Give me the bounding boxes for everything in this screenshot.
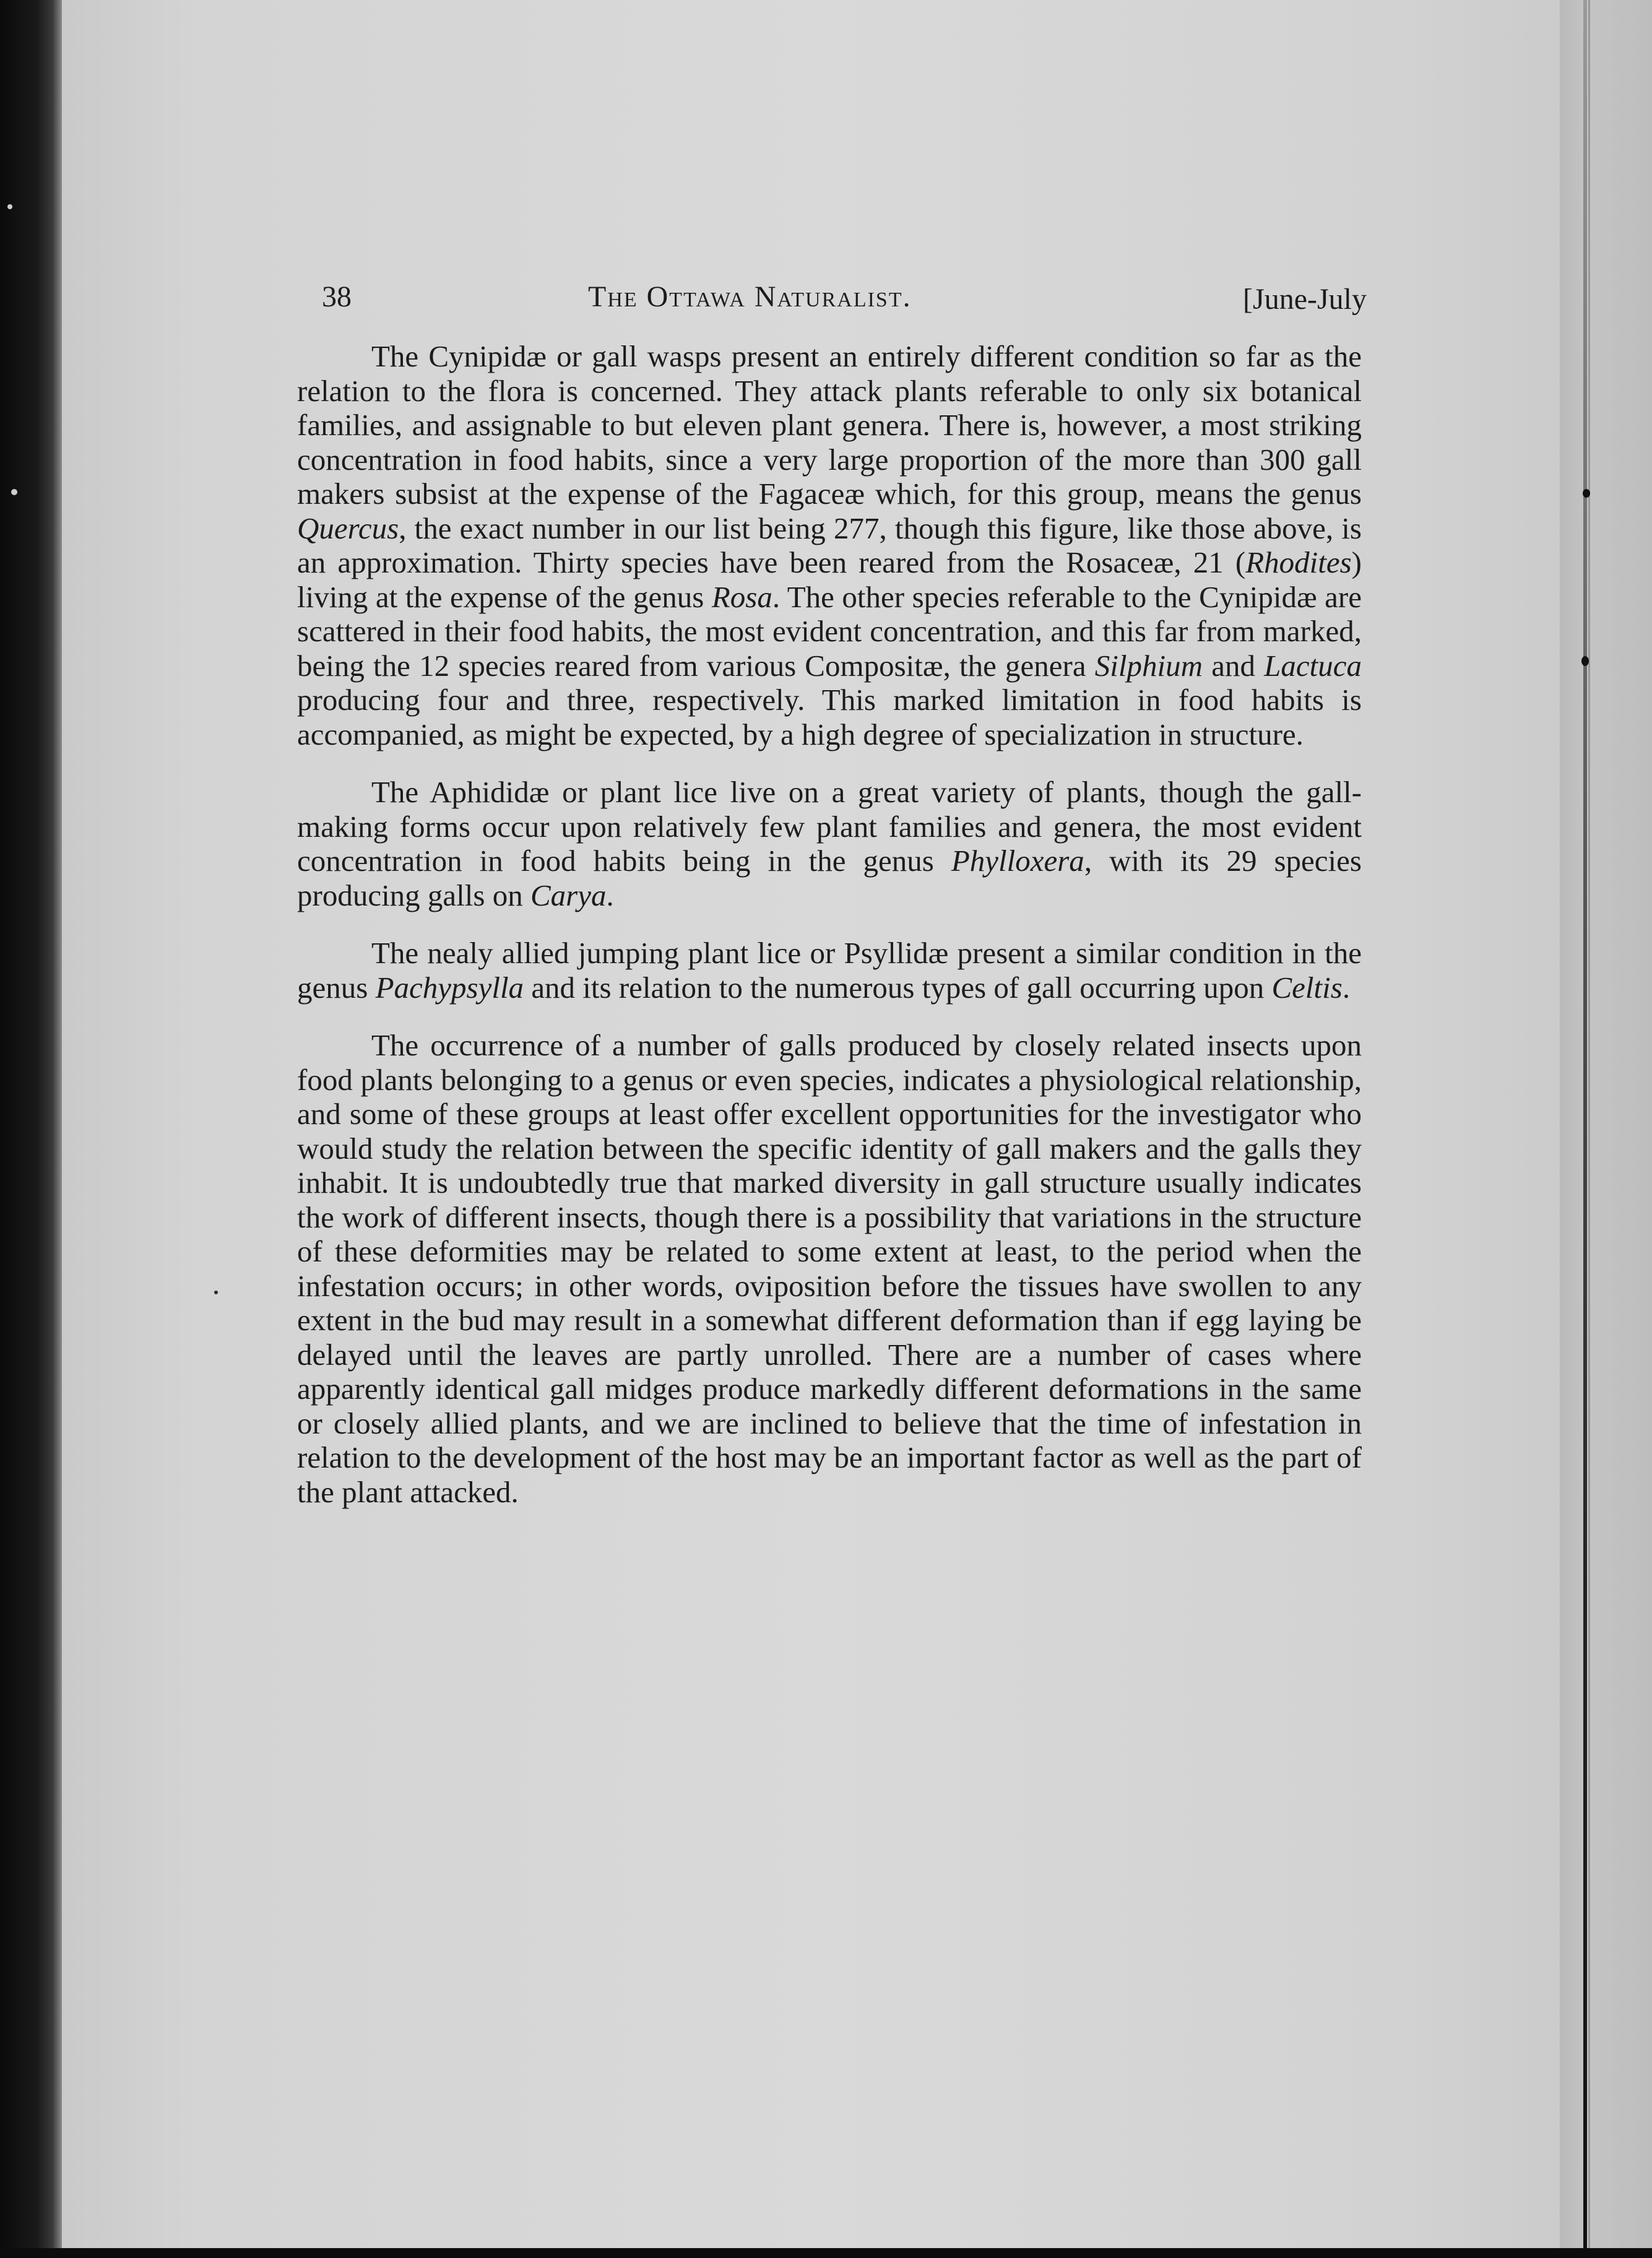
text-run: The nealy allied jumping plant lice or Psyllidæ present a similar condition in the genus	[297, 936, 1362, 1005]
paragraph-cynipidae	[297, 339, 1362, 751]
text-run: ) living at the expense of the genus	[297, 545, 1362, 614]
italic-term: Carya	[530, 878, 607, 912]
text-run: .	[1342, 970, 1351, 1005]
scan-speck	[214, 1291, 218, 1294]
text-run: The occurrence of a number of galls produced by closely related insects upon food plants belonging to a genus or even species, indicates a physiological relationship, and some of these groups at least offer excellent opportunities for the investigator who would study the relation between the specific identity of gall makers and the galls they inhabit. It is undoubtedly true that marked diversity in gall structure usually indicates the work of different insects, though there is a possibility that variations in the structure of these deformities may be related to some extent at least, to the period when the infestation occurs; in other words, oviposition before the tissues have swollen to any extent in the bud may result in a somewhat different deformation than if egg laying be delayed until the leaves are partly unrolled. There are a number of cases where apparently identical gall midges produce markedly different deformations in the same or closely allied plants, and we are inclined to believe that the time of infestation in relation to the development of the host may be an important factor as well as the part of the plant attacked.	[297, 1028, 1362, 1509]
book-page	[297, 272, 1367, 1509]
text-run: .	[606, 878, 614, 912]
italic-term: Rosa	[711, 579, 772, 614]
italic-term: Quercus	[297, 511, 399, 545]
text-run: and	[1203, 648, 1265, 683]
running-title: The Ottawa Naturalist.	[588, 280, 912, 313]
paragraph-psyllidae	[297, 936, 1362, 1005]
italic-term: Celtis	[1271, 970, 1343, 1005]
issue-date: [June-July	[1243, 283, 1367, 316]
scan-speck	[11, 489, 17, 495]
italic-term: Lactuca	[1264, 648, 1362, 683]
text-run: and its relation to the numerous types of gall occurring upon	[524, 970, 1272, 1005]
text-run: The Aphididæ or plant lice live on a great variety of plants, though the gall-making forms occur upon relatively few plant families and genera, the most evident concentration in food habits being in the genus	[297, 775, 1362, 878]
text-run: , the exact number in our list being 277, though this figure, like those above, is an approximation. Thirty species have been reared from the Rosaceæ, 21 (	[297, 511, 1362, 579]
scan-left-border	[0, 0, 62, 2258]
scan-speck	[1581, 656, 1589, 666]
scan-speck	[1583, 489, 1590, 498]
paragraph-gall-occurrence	[297, 1028, 1362, 1509]
scan-right-border-line	[1583, 0, 1587, 2258]
text-run: . The other species referable to the Cynipidæ are scattered in their food habits, the most evident concentration, and this far from marked, being the 12 species reared from various Compositæ, the genera	[297, 579, 1362, 683]
italic-term: Phylloxera	[951, 844, 1084, 878]
italic-term: Silphium	[1094, 648, 1203, 683]
text-run: The Cynipidæ or gall wasps present an entirely different condition so far as the relation to the flora is concerned. They attack plants referable to only six botanical families, and assignable to but eleven plant genera. There is, however, a most striking concentration in food habits, since a very large proportion of the more than 300 gall makers subsist at the expense of the Fagaceæ which, for this group, means the genus	[297, 339, 1362, 511]
text-run: producing four and three, respectively. This marked limitation in food habits is accompanied, as might be expected, by a high degree of specialization in structure.	[297, 683, 1362, 751]
scan-bottom-border	[0, 2248, 1652, 2258]
italic-term: Rhodites	[1245, 545, 1352, 579]
scan-speck	[7, 204, 12, 209]
paragraph-aphididae	[297, 775, 1362, 912]
body-text	[297, 339, 1362, 1509]
text-run: , with its 29 species producing galls on	[297, 844, 1362, 912]
page-number: 38	[322, 280, 352, 313]
scan-right-border-line-secondary	[1588, 0, 1590, 2258]
page-header	[297, 272, 1367, 322]
scan-right-margin	[1560, 0, 1652, 2258]
italic-term: Pachypsylla	[375, 970, 524, 1005]
